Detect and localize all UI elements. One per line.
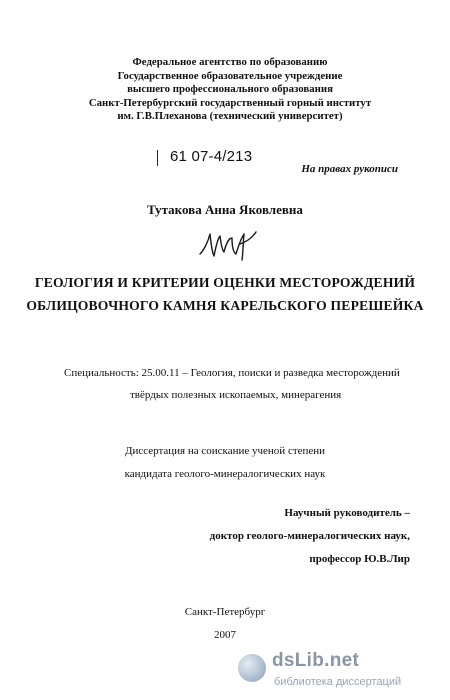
- institution-line: высшего профессионального образования: [127, 83, 333, 96]
- degree-line: кандидата геолого-минералогических наук: [124, 468, 326, 480]
- rights-notice: На правах рукописи: [301, 163, 398, 175]
- author-signature: [196, 224, 260, 262]
- watermark: [238, 650, 438, 694]
- supervisor-line: профессор Ю.В.Лир: [309, 553, 410, 565]
- title-line: ГЕОЛОГИЯ И КРИТЕРИИ ОЦЕНКИ МЕСТОРОЖДЕНИЙ: [34, 275, 416, 290]
- institution-line: Государственное образовательное учреждение: [117, 69, 343, 82]
- author-name: Тутакова Анна Яковлевна: [147, 202, 303, 217]
- specialty-block: [64, 362, 400, 406]
- supervisor-block: [210, 502, 410, 571]
- footer-city: Санкт-Петербург: [184, 606, 266, 618]
- footer-year: 2007: [214, 629, 236, 641]
- supervisor-line: Научный руководитель –: [284, 507, 410, 519]
- institution-line: им. Г.В.Плеханова (технический университет): [117, 110, 343, 123]
- footer-block: [0, 601, 450, 647]
- watermark-name: dsLib.net: [272, 650, 360, 671]
- globe-icon: [238, 654, 266, 682]
- specialty-line: твёрдых полезных ископаемых, минерагения: [130, 389, 342, 401]
- call-number-mark: [157, 150, 158, 166]
- specialty-line: Специальность: 25.00.11 – Геология, поиски и разведка месторождений: [64, 367, 400, 379]
- degree-block: [0, 440, 450, 486]
- institution-line: Федеральное агентство по образованию: [132, 56, 328, 68]
- supervisor-line: доктор геолого-минералогических наук,: [209, 530, 410, 542]
- institution-line: Санкт-Петербургский государственный горный институт: [88, 96, 372, 109]
- watermark-subtitle: библиотека диссертаций: [274, 676, 402, 688]
- institution-header: [60, 56, 400, 124]
- call-number: 61 07-4/213: [170, 148, 253, 165]
- degree-line: Диссертация на соискание ученой степени: [124, 445, 326, 457]
- dissertation-title: [20, 271, 430, 317]
- title-line: ОБЛИЦОВОЧНОГО КАМНЯ КАРЕЛЬСКОГО ПЕРЕШЕЙКА: [26, 298, 424, 313]
